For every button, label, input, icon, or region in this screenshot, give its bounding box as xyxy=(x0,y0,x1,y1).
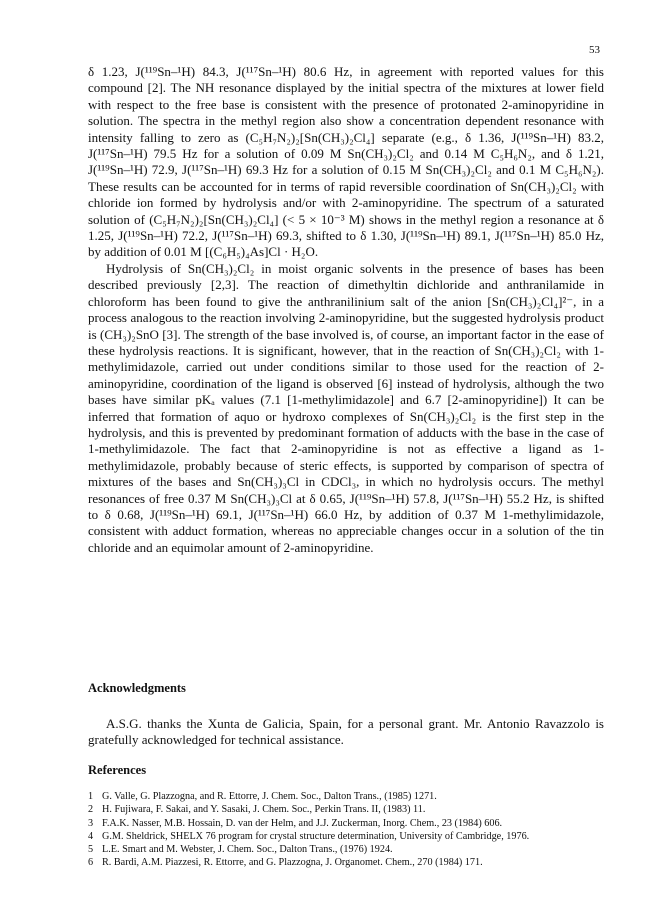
reference-number: 1 xyxy=(88,791,94,802)
paragraph: Hydrolysis of Sn(CH₃)₂Cl₂ in moist organic solvents in the presence of bases has been described previously [2,3]. The reaction of dimethyltin dichloride and anthranilamide in chloroform has been found to give the anthranilinium salt of the anion [Sn(CH₃)₂Cl₄]²⁻, in a process analogous to the reaction involving 2-aminopyridine, but the suggested hydrolysis product is (CH₃)₂SnO [3]. The strength of the base involved is, of course, an important factor in the ease of these hydrolysis reactions. It is significant, however, that in the reaction of Sn(CH₃)₂Cl₂ with 1-methylimidazole, carried out under conditions similar to those used for the reaction of 2-aminopyridine, coordination of the ligand is observed [6] instead of hydrolysis, although the two bases have similar pKₐ values (7.1 [1-methylimidazole] and 6.7 [2-aminopyridine]) It can be inferred that formation of aquo or hydroxo complexes of Sn(CH₃)₂Cl₂ is the first step in the hydrolysis, and this is prevented by predominant formation of adducts with the base in the case of 1-methylimidazole. The fact that 2-aminopyridine is not as effective a ligand as 1-methylimidazole, probably because of steric effects, is supported by comparison of spectra of mixtures of the bases and Sn(CH₃)₃Cl in CDCl₃, in which no hydrolysis occurs. The methyl resonances of free 0.37 M Sn(CH₃)₃Cl at δ 0.65, J(¹¹⁹Sn–¹H) 57.8, J(¹¹⁷Sn–¹H) 55.2 Hz, is shifted to δ 0.68, J(¹¹⁹Sn–¹H) 69.1, J(¹¹⁷Sn–¹H) 66.0 Hz, by addition of 0.37 M 1-methylimidazole, consistent with adduct formation, whereas no appreciable changes occur in a solution of the tin chloride and an equimolar amount of 2-aminopyridine. xyxy=(88,260,604,555)
reference-item xyxy=(88,856,604,869)
reference-list xyxy=(88,790,604,870)
body-text xyxy=(88,64,604,556)
acknowledgments-text: A.S.G. thanks the Xunta de Galicia, Spain, for a personal grant. Mr. Antonio Ravazzolo is gratefully acknowledged for technical assistance. xyxy=(88,716,604,748)
reference-item xyxy=(88,803,604,816)
reference-number: 2 xyxy=(88,804,94,816)
reference-number: 4 xyxy=(88,830,94,842)
references-heading: References xyxy=(88,763,147,777)
reference-number: 6 xyxy=(88,857,94,869)
reference-item xyxy=(88,790,604,803)
acknowledgments-heading: Acknowledgments xyxy=(88,681,186,695)
paragraph: δ 1.23, J(¹¹⁹Sn–¹H) 84.3, J(¹¹⁷Sn–¹H) 80.6 Hz, in agreement with reported values for this compound [2]. The NH resonance displayed by the initial spectra of the mixtures at lower field with respect to the free base is consistent with the presence of protonated 2-aminopyridine in solution. The spectra in the methyl region also show a concentration dependent resonance with intensity falling to zero as (C₅H₇N₂)₂[Sn(CH₃)₂Cl₄] separate (e.g., δ 1.36, J(¹¹⁹Sn–¹H) 83.2, J(¹¹⁷Sn–¹H) 79.5 Hz for a solution of 0.09 M Sn(CH₃)₂Cl₂ and 0.14 M C₅H₆N₂, and δ 1.21, J(¹¹⁹Sn–¹H) 72.9, J(¹¹⁷Sn–¹H) 69.3 Hz for a solution of 0.15 M Sn(CH₃)₂Cl₂ and 0.1 M C₅H₆N₂). These results can be accounted for in terms of rapid reversible coordination of Sn(CH₃)₂Cl₂ with chloride ion formed by hydrolysis and/or with 2-aminopyridine. The spectrum of a saturated solution of (C₅H₇N₂)₂[Sn(CH₃)₂Cl₄] (< 5 × 10⁻³ M) shows in the methyl region a resonance at δ 1.25, J(¹¹⁹Sn–¹H) 72.2, J(¹¹⁷Sn–¹H) 69.3, shifted to δ 1.30, J(¹¹⁹Sn–¹H) 89.1, J(¹¹⁷Sn–¹H) 85.0 Hz, by addition of 0.01 M [(C₆H₅)₄As]Cl · H₂O. xyxy=(88,64,604,260)
reference-text: R. Bardi, A.M. Piazzesi, R. Ettorre, and G. Plazzogna, J. Organomet. Chem., 270 (1984) 171. xyxy=(102,857,483,869)
reference-item xyxy=(88,830,604,843)
reference-number: 5 xyxy=(88,844,94,856)
reference-item xyxy=(88,843,604,856)
reference-text: F.A.K. Nasser, M.B. Hossain, D. van der Helm, and J.J. Zuckerman, Inorg. Chem., 23 (1984) 606. xyxy=(102,817,503,829)
reference-text: L.E. Smart and M. Webster, J. Chem. Soc., Dalton Trans., (1976) 1924. xyxy=(102,844,393,856)
reference-item xyxy=(88,817,604,830)
reference-number: 3 xyxy=(88,817,94,829)
reference-text: G.M. Sheldrick, SHELX 76 program for crystal structure determination, University of Cambridge, 1976. xyxy=(102,830,530,842)
page-number: 53 xyxy=(589,44,600,56)
reference-text: G. Valle, G. Plazzogna, and R. Ettorre, J. Chem. Soc., Dalton Trans., (1985) 1271. xyxy=(102,791,437,802)
reference-text: H. Fujiwara, F. Sakai, and Y. Sasaki, J. Chem. Soc., Perkin Trans. II, (1983) 11. xyxy=(102,804,426,816)
